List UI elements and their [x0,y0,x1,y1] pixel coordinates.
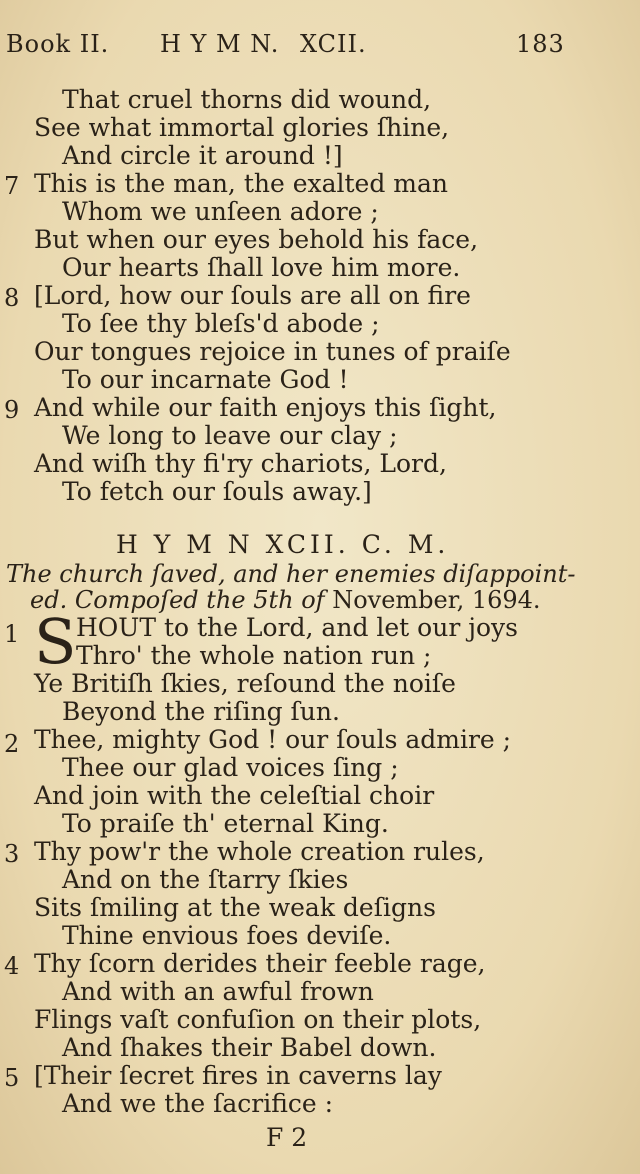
verse-line: This is the man, the exalted man [34,169,449,198]
verse-line: And with an awful frown [62,977,374,1006]
hymn-title: H Y M N XCII. C. M. [116,530,450,559]
verse-line: Our hearts ſhall love him more. [62,253,461,282]
verse-number: 2 [4,730,20,758]
verse-line-text: to the Lord, and let our joys [164,613,518,642]
verse-number: 7 [4,172,20,200]
hymn-subtitle-line1: The church ſaved, and her enemies diſappoint- [6,560,576,588]
verse-line: To ſee thy bleſs'd abode ; [62,309,380,338]
verse-line: To praiſe th' eternal King. [62,809,389,838]
verse-line: Thine envious foes deviſe. [62,921,392,950]
verse-line: But when our eyes behold his face, [34,225,479,254]
verse-line: Thy pow'r the whole creation rules, [34,837,485,866]
verse-line: [Their ſecret fires in caverns lay [34,1061,442,1090]
verse-number: 8 [4,284,20,312]
header-hymn-number: XCII. [300,30,367,58]
verse-line: And on the ſtarry ſkies [62,865,349,894]
verse-line: And while our faith enjoys this ſight, [34,393,497,422]
verse-line: [Lord, how our ſouls are all on fire [34,281,471,310]
verse-line: And join with the celeſtial choir [34,781,435,810]
verse-line: See what immortal glories ſhine, [34,113,450,142]
verse-number: 1 [4,620,20,648]
verse-line: And wiſh thy fi'ry chariots, Lord, [34,449,447,478]
verse-line: Our tongues rejoice in tunes of praiſe [34,337,511,366]
subtitle-date: November, 1694. [332,586,541,614]
first-word-rest: HOUT [76,613,157,642]
verse-line: To fetch our ſouls away.] [62,477,372,506]
verse-number: 3 [4,840,20,868]
verse-line: Whom we unſeen adore ; [62,197,379,226]
verse-line: Thee our glad voices ſing ; [62,753,399,782]
verse-line: Ye Britiſh ſkies, reſound the noiſe [34,669,456,698]
verse-line: And we the ſacrifice : [62,1089,334,1118]
header-hymn: H Y M N. [160,30,280,58]
verse-line: And ſhakes their Babel down. [62,1033,437,1062]
verse-line-first [76,614,518,642]
verse-line: Thee, mighty God ! our ſouls admire ; [34,725,512,754]
verse-line: That cruel thorns did wound, [62,85,432,114]
verse-number: 5 [4,1064,20,1092]
verse-line: And circle it around !] [62,141,343,170]
verse-line: Thro' the whole nation run ; [76,641,432,670]
subtitle-italic-part: ed. Compoſed the 5th of [30,586,325,614]
hymn-subtitle-line2 [30,586,541,614]
verse-line: Thy ſcorn derides their feeble rage, [34,949,486,978]
header-book: Book II. [6,30,110,58]
verse-number: 9 [4,396,20,424]
verse-line: Flings vaſt confuſion on their plots, [34,1005,482,1034]
page-number: 183 [516,30,565,58]
verse-number: 4 [4,952,20,980]
verse-line: We long to leave our clay ; [62,421,398,450]
signature-mark: F 2 [266,1123,308,1152]
drop-cap: S [34,605,77,678]
verse-line: Sits ſmiling at the weak deſigns [34,893,436,922]
verse-line: To our incarnate God ! [62,365,349,394]
verse-line: Beyond the riſing ſun. [62,697,340,726]
